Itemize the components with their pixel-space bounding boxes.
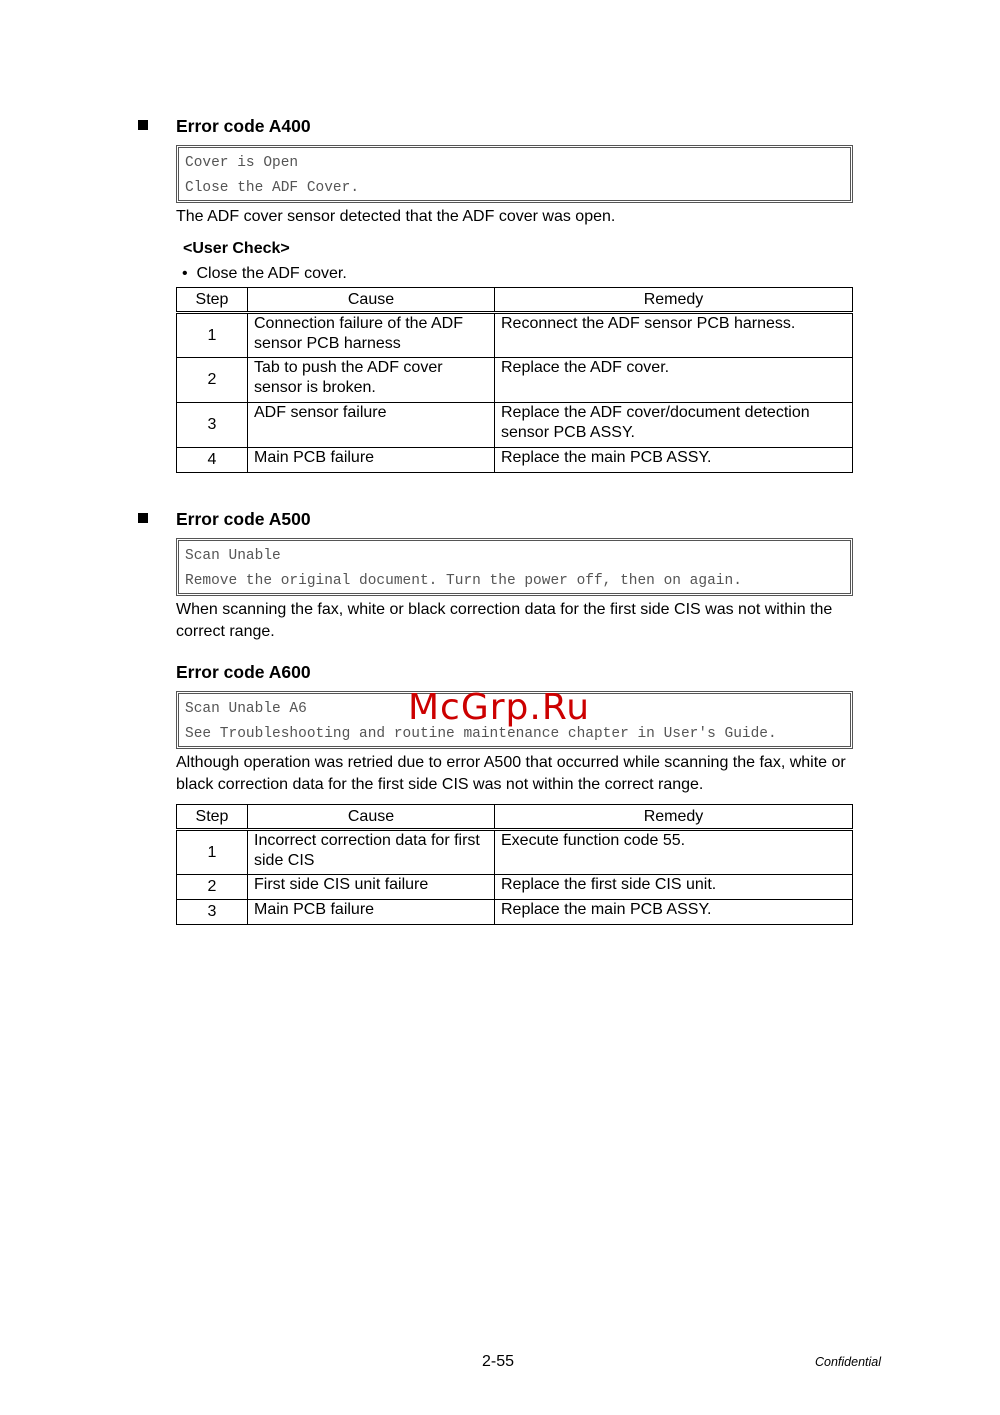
cause-cell: ADF sensor failure bbox=[248, 403, 495, 448]
lcd-line: Scan Unable A6 bbox=[185, 701, 307, 717]
remedy-cell: Reconnect the ADF sensor PCB harness. bbox=[495, 313, 853, 358]
lcd-line: Remove the original document. Turn the power off, then on again. bbox=[185, 573, 742, 589]
step-cell: 1 bbox=[177, 313, 248, 358]
table-row bbox=[177, 403, 853, 448]
table-row bbox=[177, 875, 853, 900]
troubleshoot-table-a600 bbox=[176, 804, 853, 925]
watermark-text: McGrp.Ru bbox=[408, 687, 591, 728]
cause-cell: Tab to push the ADF cover sensor is broken. bbox=[248, 358, 495, 403]
cause-cell: Connection failure of the ADF sensor PCB harness bbox=[248, 313, 495, 358]
user-check-item: • Close the ADF cover. bbox=[182, 265, 347, 282]
step-cell: 3 bbox=[177, 900, 248, 925]
column-header-remedy: Remedy bbox=[495, 805, 853, 830]
column-header-cause: Cause bbox=[248, 288, 495, 313]
description-a400: The ADF cover sensor detected that the ADF cover was open. bbox=[176, 208, 616, 225]
table-row bbox=[177, 830, 853, 875]
troubleshoot-table-a400 bbox=[176, 287, 853, 473]
table-row bbox=[177, 358, 853, 403]
section-bullet-icon bbox=[138, 120, 148, 130]
lcd-message-a400 bbox=[176, 145, 853, 203]
lcd-line: See Troubleshooting and routine maintenance chapter in User's Guide. bbox=[185, 726, 777, 742]
remedy-cell: Replace the ADF cover/document detection sensor PCB ASSY. bbox=[495, 403, 853, 448]
step-cell: 1 bbox=[177, 830, 248, 875]
column-header-remedy: Remedy bbox=[495, 288, 853, 313]
table-row bbox=[177, 900, 853, 925]
remedy-cell: Replace the first side CIS unit. bbox=[495, 875, 853, 900]
cause-cell: Main PCB failure bbox=[248, 900, 495, 925]
step-cell: 2 bbox=[177, 875, 248, 900]
cause-cell: Main PCB failure bbox=[248, 448, 495, 473]
section-heading-a600: Error code A600 bbox=[176, 662, 311, 682]
remedy-cell: Replace the ADF cover. bbox=[495, 358, 853, 403]
lcd-message-a500 bbox=[176, 538, 853, 596]
confidential-label: Confidential bbox=[815, 1355, 882, 1369]
section-heading-a400: Error code A400 bbox=[176, 116, 311, 136]
section-bullet-icon bbox=[138, 513, 148, 523]
table-row bbox=[177, 448, 853, 473]
lcd-line: Cover is Open bbox=[185, 155, 299, 171]
remedy-cell: Replace the main PCB ASSY. bbox=[495, 448, 853, 473]
column-header-cause: Cause bbox=[248, 805, 495, 830]
lcd-line: Close the ADF Cover. bbox=[185, 180, 360, 196]
description-a500: When scanning the fax, white or black correction data for the first side CIS was not within the correct range. bbox=[176, 601, 833, 640]
step-cell: 3 bbox=[177, 403, 248, 448]
step-cell: 4 bbox=[177, 448, 248, 473]
cause-cell: Incorrect correction data for first side CIS bbox=[248, 830, 495, 875]
user-check-title: <User Check> bbox=[183, 240, 290, 257]
remedy-cell: Execute function code 55. bbox=[495, 830, 853, 875]
lcd-line: Scan Unable bbox=[185, 548, 281, 564]
column-header-step: Step bbox=[177, 288, 248, 313]
column-header-step: Step bbox=[177, 805, 248, 830]
table-row bbox=[177, 313, 853, 358]
description-a600: Although operation was retried due to error A500 that occurred while scanning the fax, white or black correction data for the first side CIS was not within the correct range. bbox=[176, 754, 846, 793]
remedy-cell: Replace the main PCB ASSY. bbox=[495, 900, 853, 925]
section-heading-a500: Error code A500 bbox=[176, 509, 311, 529]
page-number: 2-55 bbox=[482, 1353, 515, 1370]
step-cell: 2 bbox=[177, 358, 248, 403]
cause-cell: First side CIS unit failure bbox=[248, 875, 495, 900]
